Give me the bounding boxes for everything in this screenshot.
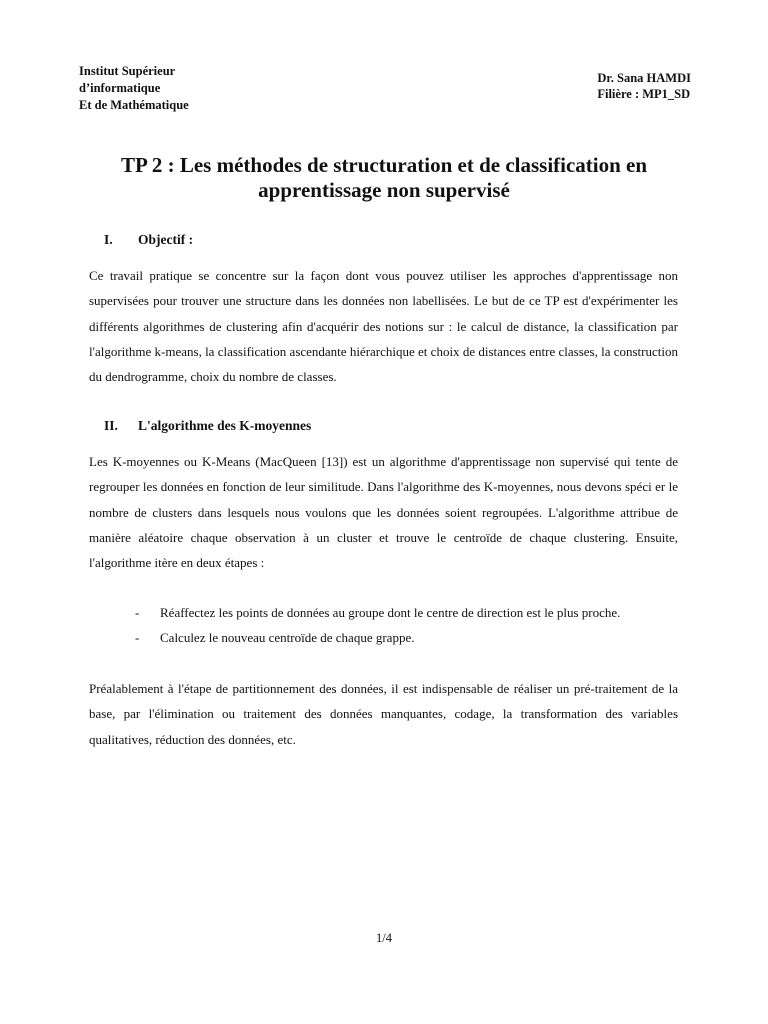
page-number: 1/4 [376,931,392,945]
institution-name [79,63,189,114]
section-number: I. [104,232,113,247]
section-number: II. [104,418,118,433]
title-line-1: TP 2 : Les méthodes de structuration et de classification en [120,153,648,177]
document-title [80,153,688,203]
list-item-text: Réaffectez les points de données au groupe dont le centre de direction est le plus proche. [160,605,621,620]
bullet-dash: - [135,630,140,646]
section-title: Objectif : [138,232,194,247]
section-heading-kmeans [104,417,311,435]
kmeans-paragraph: Les K-moyennes ou K-Means (MacQueen [13]) est un algorithme d'apprentissage non supervisé qui tente de regrouper les données en fonction de leur similitude. Dans l'algorithme des K-moyennes, nous devons spéci er le nombre de clusters dans lesquels nous voulons que les données soient regroupées. L'algorithme attribue de manière aléatoire chaque observation à un cluster et trouve le centroïde de chaque clustering. Ensuite, l'algorithme itère en deux étapes : [89,454,678,571]
bullet-dash: - [135,605,140,620]
institution-line: Institut Supérieur [79,64,176,78]
institution-line: Et de Mathématique [79,98,189,112]
author-block [597,70,691,102]
list-item-text: Calculez le nouveau centroïde de chaque grappe. [160,630,415,646]
institution-line: d’informatique [79,81,161,95]
pretraitement-paragraph: Préalablement à l'étape de partitionnement des données, il est indispensable de réaliser un pré-traitement de la base, par l'élimination ou traitement des données manquantes, codage, la transformation des variables qualitatives, réduction des données, etc. [89,681,678,747]
filiere-label: Filière : MP1_SD [597,87,691,101]
list-item [135,625,678,650]
section-heading-objectif [104,231,193,249]
steps-list [135,600,678,651]
author-name: Dr. Sana HAMDI [597,71,691,85]
section-title: L'algorithme des K-moyennes [138,418,312,433]
title-line-2: apprentissage non supervisé [258,178,510,202]
list-item [135,600,678,625]
objectif-paragraph: Ce travail pratique se concentre sur la façon dont vous pouvez utiliser les approches d'apprentissage non supervisées pour trouver une structure dans les données non labellisées. Le but de ce TP est d'expérimenter les différents algorithmes de clustering afin d'acquérir des notions sur : le calcul de distance, la classification par l'algorithme k-means, la classification ascendante hiérarchique et choix de distances entre classes, la construction du dendrogramme, choix du nombre de classes. [89,268,678,385]
